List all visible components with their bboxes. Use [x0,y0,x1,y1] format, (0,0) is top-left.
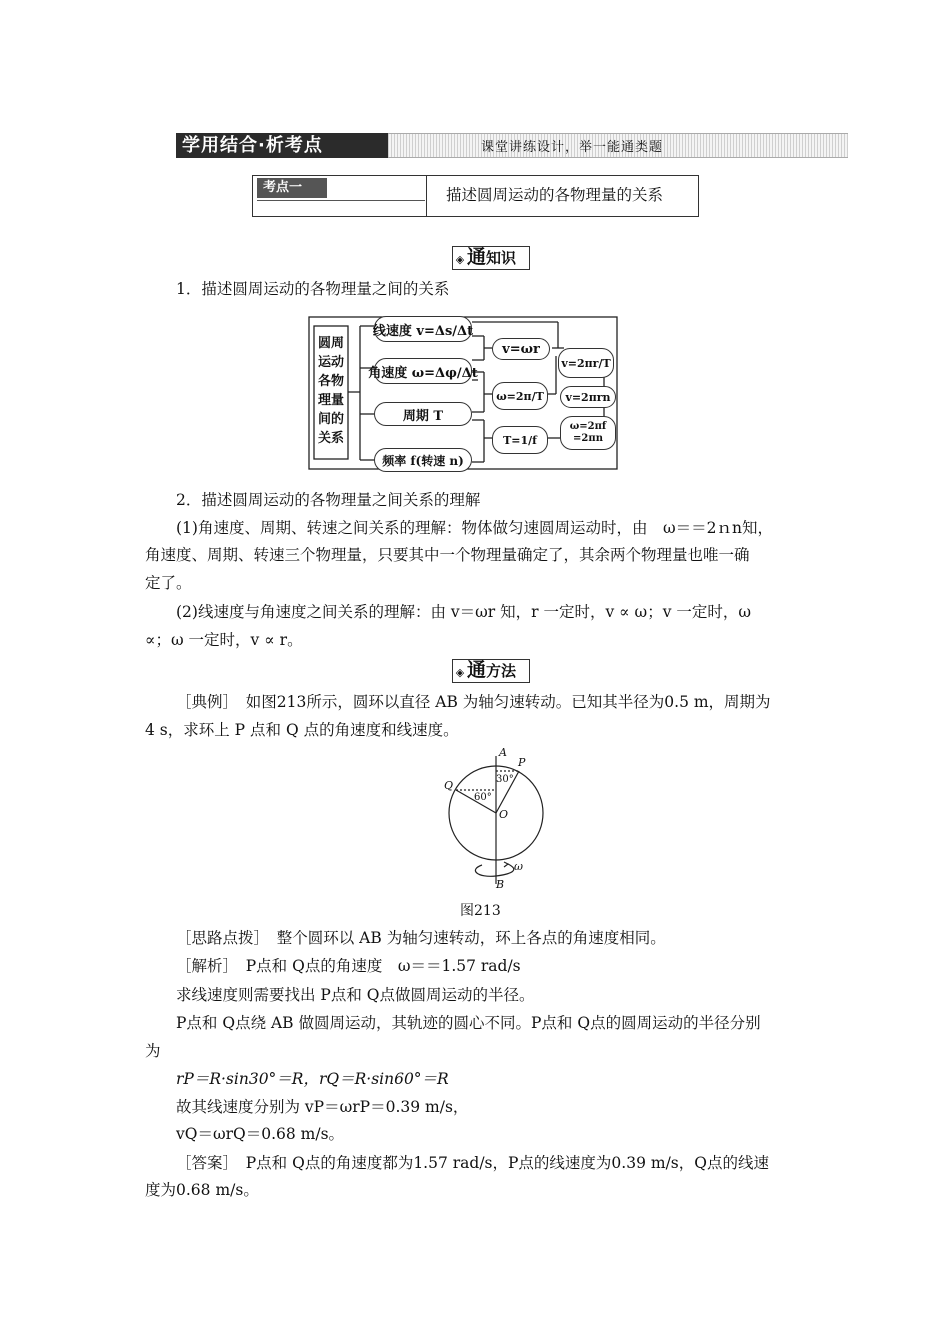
topic-box [252,175,699,217]
answer-line1: ［答案］ P点和 Q点的角速度都为1.57 rad/s，P点的线速度为0.39 m/s，Q点的线速 [176,1154,769,1172]
topic-title: 描述圆周运动的各物理量的关系 [446,186,664,204]
example-line2: 4 s，求环上 P 点和 Q 点的角速度和线速度。 [145,721,459,739]
analysis-line1: ［解析］ P点和 Q点的角速度 ω＝＝1.57 rad/s [176,957,521,975]
root-line: 圆周 [317,336,344,351]
topic-divider [426,176,427,216]
root-line: 间的 [317,412,344,427]
label-P: P [518,756,526,769]
node-v-2pir-T: v=2πr/T [558,348,614,378]
topic-tag: 考点一 [257,178,327,198]
analysis-line3: P点和 Q点绕 AB 做圆周运动，其轨迹的圆心不同。P点和 Q点的圆周运动的半径分别 [176,1014,761,1032]
analysis-line6: 故其线速度分别为 vP＝ωrP＝0.39 m/s， [176,1098,469,1116]
node-linear-speed: 线速度 v=Δs/Δt [374,316,472,342]
topic-tag-underline [257,200,425,201]
node-v-2pirn: v=2πrn [560,386,616,408]
analysis-line2: 求线速度则需要找出 P点和 Q点做圆周运动的半径。 [176,986,535,1004]
example-line1: ［典例］ 如图213所示，圆环以直径 AB 为轴匀速转动。已知其半径为0.5 m，周期为 [176,693,771,711]
label-Q: Q [444,779,454,792]
analysis-line4: 为 [145,1042,161,1060]
section-banner [176,133,848,158]
fangfa-text: 方法 [486,662,517,680]
answer-line2: 度为0.68 m/s。 [145,1181,259,1199]
hint-line: ［思路点拨］ 整个圆环以 AB 为轴匀速转动，环上各点的角速度相同。 [176,929,666,947]
banner-title: 学用结合·析考点 [176,133,388,158]
flowchart-root [314,334,348,448]
tong-char: 通 [467,659,487,681]
para1-line1: (1)角速度、周期、转速之间关系的理解：物体做匀速圆周运动时，由 ω＝＝2ｎn知， [176,519,773,537]
relation-flowchart [308,316,618,470]
angle-30: 30° [496,774,514,785]
tong-char: 通 [467,246,487,268]
section2-heading: 2．描述圆周运动的各物理量之间关系的理解 [176,491,481,509]
diamond-icon: ◈ [455,253,465,266]
root-line: 理量 [317,393,344,408]
para1-line3: 定了。 [145,574,192,592]
tong-fangfa-label [452,659,530,683]
para2-line2: ∝；ω 一定时，v ∝ r。 [145,631,303,649]
node-omega-2pi-T: ω=2π/T [492,382,548,410]
node-omega-2pif: ω=2πf =2πn [560,416,616,450]
omega-label: ω [514,860,523,873]
label-O: O [499,808,509,821]
para2-line1: (2)线速度与角速度之间关系的理解：由 v＝ωr 知，r 一定时，v ∝ ω；v 一定时，ω [176,603,752,621]
analysis-line7: vQ＝ωrQ＝0.68 m/s。 [176,1125,345,1143]
root-line: 关系 [317,431,344,446]
label-B: B [496,878,505,891]
ring-diagram [438,746,554,892]
section1-heading: 1．描述圆周运动的各物理量之间的关系 [176,280,450,298]
angle-60: 60° [474,792,492,803]
figure-caption: 图213 [460,903,501,919]
root-line: 运动 [317,355,344,370]
banner-subtitle: 课堂讲练设计，举一能通类题 [481,140,664,155]
label-A: A [499,746,507,759]
node-period: 周期 T [374,402,472,426]
tong-zhishi-label [452,246,530,270]
node-angular-speed: 角速度 ω=Δφ/Δt [374,358,472,384]
root-line: 各物 [317,374,344,389]
ring-figure [438,746,554,892]
para1-line2: 角速度、周期、转速三个物理量，只要其中一个物理量确定了，其余两个物理量也唯一确 [145,546,750,564]
analysis-line5: rP＝R·sin30°＝R，rQ＝R·sin60°＝R [176,1070,449,1088]
node-v-omega-r: v=ωr [492,338,550,360]
zhishi-text: 知识 [486,249,517,267]
diamond-icon: ◈ [455,666,465,679]
node-T-1-f: T=1/f [492,426,548,454]
node-frequency: 频率 f(转速 n) [374,448,472,472]
